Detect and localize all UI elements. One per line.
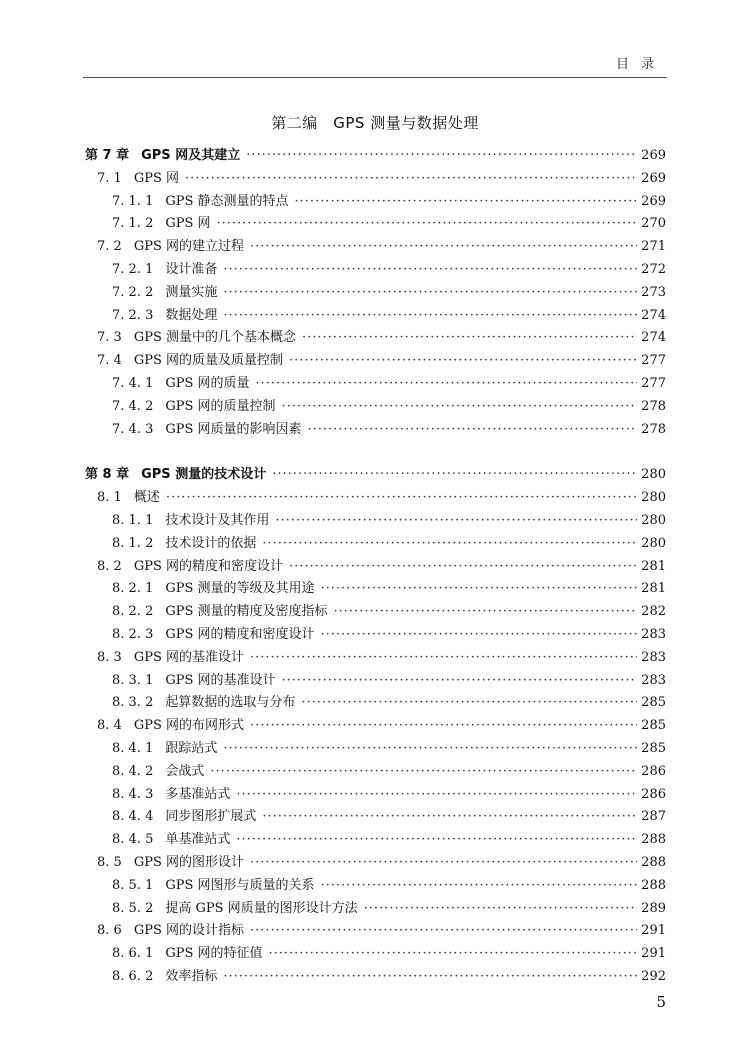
toc-entry-page: 288 [641,832,666,848]
toc-entry-title: GPS 网的基准设计 [133,649,244,665]
toc-entry[interactable] [85,669,666,692]
toc-entry-title: GPS 网 [165,216,211,232]
toc-entry-number: 7. 2. 3 [112,307,154,323]
toc-entry-title: 数据处理 [165,307,218,323]
toc-entry-label [112,509,269,528]
toc-entry[interactable] [85,623,666,646]
toc-entry-label [112,600,328,619]
toc-entry-title: 会战式 [165,763,205,779]
toc-entry-title: GPS 网的质量控制 [165,398,276,414]
dot-leader [223,969,637,984]
toc-entry-page: 286 [641,786,666,802]
toc-entry[interactable] [85,190,666,213]
toc-entry-page: 281 [641,558,666,574]
toc-entry-label [112,805,256,824]
toc-entry-label [97,555,283,574]
toc-entry-number: 8. 4. 2 [112,763,154,779]
toc-entry-label [112,897,358,916]
toc-entry-number: 7. 2 [97,239,122,255]
toc-entry-label [112,212,211,231]
dot-leader [236,787,637,802]
toc-entry-label [112,669,276,688]
dot-leader [321,878,638,893]
toc-entry-page: 283 [641,649,666,665]
toc-entry-page: 292 [641,968,666,984]
toc-entry[interactable] [85,395,666,418]
toc-entry[interactable] [85,897,666,920]
toc-entry-page: 281 [641,581,666,597]
toc-entry-number: 8. 5. 2 [112,900,154,916]
toc-entry[interactable] [85,919,666,942]
dot-leader [250,239,637,254]
dot-leader [289,559,637,574]
toc-entry-title: GPS 静态测量的特点 [165,193,289,209]
toc-entry-page: 271 [641,239,666,255]
dot-leader [223,285,637,300]
toc-entry-title: GPS 网的建立过程 [133,239,244,255]
toc-entry-number: 8. 4. 3 [112,786,154,802]
toc-entry-page: 278 [641,421,666,437]
toc-chapter-entry[interactable] [85,463,666,486]
dot-leader [308,422,638,437]
toc-entry-title: GPS 测量中的几个基本概念 [133,330,296,346]
dot-leader [262,536,637,551]
toc-entry-label [112,691,295,710]
toc-entry-page: 285 [641,740,666,756]
dot-leader [289,353,637,368]
toc-entry-page: 274 [641,307,666,323]
toc-entry[interactable] [85,349,666,372]
toc-entry-title: 测量实施 [165,284,218,300]
toc-entry[interactable] [85,828,666,851]
toc-entry-number: 8. 5. 1 [112,877,154,893]
dot-leader [223,262,637,277]
toc-entry-number: 8. 1. 2 [112,535,154,551]
dot-leader [236,832,637,847]
toc-entry-label [112,760,204,779]
toc-entry-page: 285 [641,695,666,711]
toc-entry-label [97,919,244,938]
toc-entry-page: 286 [641,763,666,779]
toc-entry-page: 280 [641,490,666,506]
toc-entry[interactable] [85,326,666,349]
dot-leader [217,216,638,231]
toc-entry-page: 274 [641,330,666,346]
toc-entry-title: 概述 [133,490,160,506]
toc-entry-page: 277 [641,353,666,369]
toc-entry[interactable] [85,874,666,897]
toc-entry-page: 285 [641,718,666,734]
part-title: 第二编 GPS 测量与数据处理 [271,114,479,132]
dot-leader [321,581,638,596]
toc-entry[interactable] [85,258,666,281]
toc-entry[interactable] [85,167,666,190]
dot-leader [282,673,638,688]
toc-entry-title: GPS 网的精度和密度设计 [165,626,315,642]
toc-entry-label [112,372,250,391]
toc-entry-title: GPS 网的精度和密度设计 [133,558,283,574]
toc-entry-number: 8. 2. 1 [112,581,154,597]
toc-entry-label [97,646,244,665]
dot-leader [364,901,638,916]
dot-leader [250,650,637,665]
toc-entry-label [112,418,302,437]
dot-leader [272,467,637,482]
toc-entry-number: 7. 1 [97,170,122,186]
toc-entry-number: 8. 3 [97,649,122,665]
toc-entry-page: 280 [641,467,666,483]
toc-entry[interactable] [85,965,666,988]
toc-entry-label [112,395,276,414]
toc-entry-page: 291 [641,946,666,962]
toc-entry-label [97,326,296,345]
toc-entry[interactable] [85,600,666,623]
toc-entry-number: 8. 4 [97,718,122,734]
toc-entry-number: 7. 4. 2 [112,398,154,414]
toc-chapter-entry[interactable] [85,144,666,167]
toc-entry[interactable] [85,486,666,509]
dot-leader [250,923,637,938]
toc-entry-number: 7. 1. 1 [112,193,154,209]
toc-entry-page: 269 [641,193,666,209]
dot-leader [250,855,637,870]
dot-leader [334,604,638,619]
toc-entry-number: 7. 4. 1 [112,375,154,391]
toc-entry[interactable] [85,714,666,737]
toc-entry-label [112,577,315,596]
toc-entry-title: 技术设计的依据 [165,535,257,551]
toc-entry[interactable] [85,646,666,669]
toc-entry-page: 283 [641,626,666,642]
toc-entry-number: 8. 4. 1 [112,740,154,756]
toc-entry-number: 8. 1. 1 [112,512,154,528]
toc-entry[interactable] [85,760,666,783]
toc-entry[interactable] [85,281,666,304]
toc-entry[interactable] [85,509,666,532]
toc-entry-title: 跟踪站式 [165,740,218,756]
toc-entry-label [97,167,179,186]
dot-leader [262,809,637,824]
toc-entry-number: 8. 2. 3 [112,626,154,642]
toc-entry-number: 7. 4 [97,353,122,369]
toc-entry-page: 269 [641,170,666,186]
toc-entry-label [97,486,160,505]
toc-entry-page: 287 [641,809,666,825]
toc-entry-label [112,281,217,300]
dot-leader [321,627,638,642]
toc-entry-label [112,304,217,323]
toc-entry[interactable] [85,304,666,327]
toc-entry-label [112,874,315,893]
toc-entry-page: 283 [641,672,666,688]
toc-entry-number: 8. 2 [97,558,122,574]
dot-leader [166,490,637,505]
toc-entry-page: 291 [641,923,666,939]
toc-entry[interactable] [85,372,666,395]
running-header: 目录 [615,57,666,72]
toc-entry[interactable] [85,418,666,441]
dot-leader [295,194,638,209]
toc-entry-title: GPS 网的基准设计 [165,672,276,688]
toc-entry[interactable] [85,851,666,874]
toc-entry-title: 多基准站式 [165,786,231,802]
toc-entry-label [112,623,315,642]
toc-entry-page: 280 [641,535,666,551]
toc-entry-label [85,144,240,163]
toc-entry[interactable] [85,737,666,760]
toc-entry-number: 7. 3 [97,330,122,346]
toc-entry-number: 8. 5 [97,854,122,870]
toc-entry-page: 289 [641,900,666,916]
toc-entry-label [112,965,217,984]
header-rule [83,77,667,78]
page-number: 5 [656,993,666,1011]
toc-entry-page: 280 [641,512,666,528]
dot-leader [223,741,637,756]
toc-entry-label [97,349,283,368]
toc-entry-label [97,851,244,870]
toc-entry[interactable] [85,783,666,806]
toc-entry[interactable] [85,942,666,965]
toc-entry-number: 7. 2. 2 [112,284,154,300]
dot-leader [275,513,637,528]
toc-entry-label [112,828,230,847]
toc-entry-label [112,737,217,756]
toc-entry-title: 技术设计及其作用 [165,512,270,528]
toc-entry-title: GPS 网质量的影响因素 [165,421,302,437]
toc-entry-title: GPS 测量的技术设计 [141,467,267,483]
dot-leader [185,171,637,186]
toc-entry-title: 单基准站式 [165,832,231,848]
toc-entry-label [85,463,266,482]
toc-entry-title: 设计准备 [165,261,218,277]
toc-entry-title: GPS 网 [133,170,179,186]
dot-leader [210,764,637,779]
toc-entry-title: GPS 测量的精度及密度指标 [165,604,328,620]
toc-entry-number: 8. 6. 2 [112,968,154,984]
toc-entry-number: 8. 4. 4 [112,809,154,825]
dot-leader [302,330,637,345]
toc-entry-page: 278 [641,398,666,414]
toc-entry[interactable] [85,212,666,235]
toc-entry[interactable] [85,691,666,714]
dot-leader [282,399,638,414]
toc-entry-number: 7. 2. 1 [112,261,154,277]
toc-entry-label [112,258,217,277]
toc-entry-title: 同步图形扩展式 [165,809,257,825]
toc-entry[interactable] [85,532,666,555]
toc-entry-number: 8. 1 [97,490,122,506]
dot-leader [223,308,637,323]
dot-leader [269,946,638,961]
toc-entry-number: 8. 6. 1 [112,946,154,962]
toc-entry-label [112,532,256,551]
toc-entry-number: 7. 1. 2 [112,216,154,232]
toc-entry-title: GPS 网的设计指标 [133,923,244,939]
toc-entry-title: GPS 网的特征值 [165,946,263,962]
toc-entry-number: 8. 2. 2 [112,604,154,620]
dot-leader [256,376,638,391]
toc-entry-title: GPS 网图形与质量的关系 [165,877,315,893]
toc-entry-label [112,783,230,802]
toc-entry-title: GPS 网的质量及质量控制 [133,353,283,369]
toc-entry-page: 288 [641,854,666,870]
toc-entry-page: 288 [641,877,666,893]
toc-entry-title: 提高 GPS 网质量的图形设计方法 [165,900,358,916]
toc-entry-number: 8. 6 [97,923,122,939]
toc-entry-number: 8. 3. 1 [112,672,154,688]
toc-entry-number: 8. 3. 2 [112,695,154,711]
toc-entry-title: GPS 网及其建立 [141,148,241,163]
dot-leader [250,718,637,733]
toc-entry[interactable] [85,235,666,258]
toc-entry-title: GPS 测量的等级及其用途 [165,581,315,597]
toc-entry-title: GPS 网的布网形式 [133,718,244,734]
dot-leader [246,148,637,163]
dot-leader [301,695,637,710]
toc-entry-title: GPS 网的质量 [165,375,250,391]
toc-entry-page: 270 [641,216,666,232]
toc-entry-label [97,714,244,733]
toc-entry-page: 277 [641,375,666,391]
toc-entry-title: GPS 网的图形设计 [133,854,244,870]
toc-entry-number: 第 7 章 [85,148,130,163]
toc-entry-page: 269 [641,148,666,163]
toc-entry-number: 8. 4. 5 [112,832,154,848]
toc-entry-page: 273 [641,284,666,300]
toc-entry[interactable] [85,577,666,600]
toc-entry-number: 第 8 章 [85,467,130,483]
toc-entry-label [97,235,244,254]
toc-entry-page: 272 [641,261,666,277]
toc-entry-title: 起算数据的选取与分布 [165,695,296,711]
toc-entry-page: 282 [641,604,666,620]
table-of-contents [85,144,666,988]
toc-entry[interactable] [85,555,666,578]
toc-entry-title: 效率指标 [165,968,218,984]
toc-entry-number: 7. 4. 3 [112,421,154,437]
toc-entry-label [112,190,289,209]
toc-entry[interactable] [85,805,666,828]
toc-entry-label [112,942,263,961]
